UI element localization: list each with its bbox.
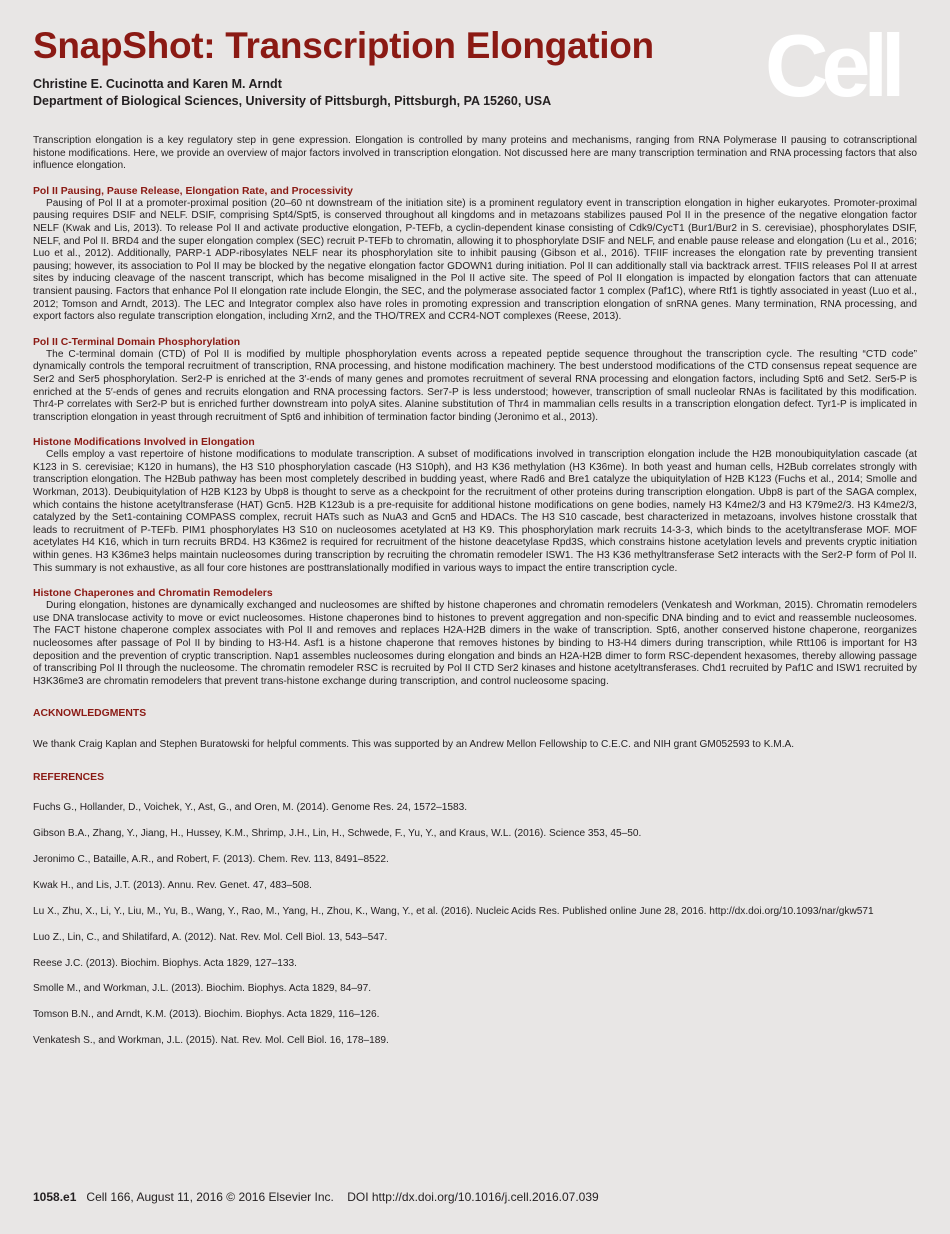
page-title: SnapShot: Transcription Elongation (33, 25, 654, 66)
page-number: 1058.e1 (33, 1190, 77, 1204)
article-body (33, 135, 917, 1061)
reference-list (33, 802, 917, 1048)
section-heading: Histone Chaperones and Chromatin Remodelers (33, 588, 273, 600)
acknowledgments-text: We thank Craig Kaplan and Stephen Buratowski for helpful comments. This was supported by an Andrew Mellon Fellowship to C.E.C. and NIH grant GM052593 to K.M.A. (33, 738, 795, 750)
section-heading: Pol II Pausing, Pause Release, Elongation Rate, and Processivity (33, 185, 353, 197)
reference-item: Lu X., Zhu, X., Li, Y., Liu, M., Yu, B., Wang, Y., Rao, M., Yang, H., Zhou, K., Wang, Y., et al. (2016). Nucleic Acids Res. Published online June 28, 2016. http://dx.doi.org/10.1093/nar/gkw571 (33, 905, 874, 917)
reference-item: Gibson B.A., Zhang, Y., Jiang, H., Hussey, K.M., Shrimp, J.H., Lin, H., Schwede, F., Yu, Y., and Kraus, W.L. (2016). Science 353, 45–50. (33, 828, 642, 840)
acknowledgments-heading: ACKNOWLEDGMENTS (33, 708, 147, 720)
references-heading: REFERENCES (33, 771, 105, 783)
affiliation: Department of Biological Sciences, University of Pittsburgh, Pittsburgh, PA 15260, USA (33, 94, 552, 108)
cell-logo: Cell (765, 16, 899, 115)
reference-item: Smolle M., and Workman, J.L. (2013). Biochim. Biophys. Acta 1829, 84–97. (33, 983, 372, 995)
doi-link[interactable]: DOI http://dx.doi.org/10.1016/j.cell.2016.07.039 (347, 1190, 599, 1204)
section-heading: Pol II C-Terminal Domain Phosphorylation (33, 336, 241, 348)
reference-item: Fuchs G., Hollander, D., Voichek, Y., Ast, G., and Oren, M. (2014). Genome Res. 24, 1572–1583. (33, 802, 468, 814)
reference-item: Luo Z., Lin, C., and Shilatifard, A. (2012). Nat. Rev. Mol. Cell Biol. 13, 543–547. (33, 931, 388, 943)
section-body: The C-terminal domain (CTD) of Pol II is modified by multiple phosphorylation events across a repeated peptide sequence throughout the transcription cycle. The resulting “CTD code” dynamically controls the temporal recruitment of transcription, RNA processing, and histone modification machinery. The best understood modifications of the CTD consensus repeat sequence are Ser2 and Ser5 phosphorylation. Ser2-P is enriched at the 3′-ends of many genes and promotes recruitment of several RNA processing and elongation factors, including Spt6 and Set2. Ser5-P is enriched at the 5′-ends of genes and recruits elongation and RNA processing factors. Ser7-P is less understood; however, transcription of small nucleolar RNAs is facilitated by this modification. Thr4-P correlates with Ser2-P but is enriched further downstream into polyA sites. Alanine substitution of Thr4 in mammalian cells results in a transcription elongation defect. Tyr1-P is implicated in transcription elongation in yeast through recruitment of Spt6 and inhibition of termination factor binding (Jeronimo et al., 2013). (33, 348, 917, 423)
reference-item: Venkatesh S., and Workman, J.L. (2015). Nat. Rev. Mol. Cell Biol. 16, 178–189. (33, 1035, 389, 1047)
section-body: During elongation, histones are dynamically exchanged and nucleosomes are shifted by histone chaperones and chromatin remodelers (Venkatesh and Workman, 2015). Chromatin remodelers use DNA translocase activity to move or evict nucleosomes. Histone chaperones bind to histones to prevent aggregation and non-specific DNA binding and to evict and reassemble nucleosomes. The FACT histone chaperone complex associates with Pol II and removes and replaces H2A-H2B dimers in the wake of transcription. Spt6, another conserved histone chaperone, reorganizes nucleosomes after passage of Pol II by binding to H3-H4. Asf1 is a histone chaperone that removes histones by binding to H3-H4 dimers during transcription, while Rtt106 is important for H3 deposition and the prevention of cryptic transcription. Nap1 assembles nucleosomes during elongation and binds an H2A-H2B dimer to form RSC-dependent hexasomes, thereby allowing passage of transcribing Pol II through the nucleosome. The chromatin remodeler RSC is recruited by Pol II CTD Ser2 kinases and histone acetyltransferases. Chd1 recruited by Paf1C and ISW1 recruited by H3K36me3 are chromatin remodelers that prevent trans-histone exchange during transcription, and control nucleosome spacing. (33, 600, 917, 687)
page-footer (33, 1190, 599, 1204)
section-body: Pausing of Pol II at a promoter-proximal position (20–60 nt downstream of the initiation site) is a prominent regulatory event in transcription elongation in higher eukaryotes. Promoter-proximal pausing requires DSIF and NELF. DSIF, comprising Spt4/Spt5, is conserved throughout all kingdoms and in metazoans stabilizes paused Pol II in the presence of the negative elongation factor NELF (Kwak and Lis, 2013). To release Pol II and activate productive elongation, P-TEFb, a cyclin-dependent kinase consisting of Cdk9/CycT1 (Bur1/Bur2 in S. cerevisiae), phosphorylates DSIF, NELF, and Pol II. BRD4 and the super elongation complex (SEC) recruit P-TEFb to chromatin, allowing it to phosphorylate DSIF and NELF, and enable pause release and elongation (Lu et al., 2016; Luo et al., 2012). Additionally, PARP-1 ADP-ribosylates NELF near its phosphorylation site to inhibit pausing (Gibson et al., 2016). TFIIF increases the elongation rate by preventing transient pausing; however, its association to Pol II may be blocked by the negative elongation factor GDOWN1 during initiation. Pol II can additionally stall via backtrack arrest. TFIIS releases Pol II at arrest sites by inducing cleavage of the nascent transcript, which has become misaligned in the Pol II active site. The speed of Pol II elongation is impacted by elongation factors that can attenuate transient pausing. Factors that enhance Pol II elongation rate include Elongin, the SEC, and the polymerase associated factor 1 complex (Paf1C), where Rtf1 is tightly associated in yeast (Luo et al., 2012; Tomson and Arndt, 2013). The LEC and Integrator complex also have roles in promoting expression and transcription elongation of snRNA genes. Many termination, RNA processing, and export factors also regulate transcription elongation, including Xrn2, and the THO/TREX and CCR4-NOT complexes (Reese, 2013). (33, 197, 917, 323)
intro-paragraph: Transcription elongation is a key regulatory step in gene expression. Elongation is controlled by many proteins and mechanisms, ranging from RNA Polymerase II pausing to cotranscriptional histone modifications. Here, we provide an overview of major factors involved in transcription elongation. Not discussed here are many transcription termination and RNA processing factors that also influence elongation. (33, 135, 917, 172)
journal-citation: Cell 166, August 11, 2016 © 2016 Elsevier Inc. (86, 1190, 334, 1204)
reference-item: Reese J.C. (2013). Biochim. Biophys. Acta 1829, 127–133. (33, 957, 297, 969)
reference-item: Jeronimo C., Bataille, A.R., and Robert, F. (2013). Chem. Rev. 113, 8491–8522. (33, 853, 389, 865)
section-body: Cells employ a vast repertoire of histone modifications to modulate transcription. A subset of modifications involved in transcription elongation include the H2B monoubiquitylation cascade (at K123 in S. cerevisiae; K120 in humans), the H3 S10 phosphorylation cascade (H3 S10ph), and H3 K36 methylation (H3 K36me). In both yeast and human cells, H2Bub correlates strongly with transcription elongation. The H2Bub pathway has been most completely described in budding yeast, where Rad6 and Bre1 catalyze the ubiquitylation of H2B K123 (Fuchs et al., 2014; Smolle and Workman, 2013). Deubiquitylation of H2B K123 by Ubp8 is thought to serve as a checkpoint for the recruitment of other proteins during transcription elongation. Ubp8 is part of the SAGA complex, which contains the histone acetyltransferase (HAT) Gcn5. H2B K123ub is a pre-requisite for additional histone modifications on gene bodies, namely H3 K4me2/3 and H3 K79me2/3. H3 K4me2/3, catalyzed by the Set1-containing COMPASS complex, recruit HATs such as NuA3 and Gcn5 and HDACs. The H3 S10 cascade, best characterized in metazoans, involves histone crosstalk that leads to recruitment of P-TEFb. PIM1 phosphorylates H3 S10 on nucleosomes acetylated at H3 K9. This phosphorylation mark recruits 14-3-3, which binds to the acetyltransferase MOF. MOF acetylates H4 K16, which in turn recruits BRD4. H3 K36me2 is required for recruitment of the histone deacetylase Rpd3S, which constrains histone acetylation levels and prevents cryptic initiation within genes. H3 K36me3 helps maintain nucleosomes during transcription by recruiting the chromatin remodeler ISW1. The H3 K36 methyltransferase Set2 interacts with the Ser2-P form of Pol II. This summary is not exhaustive, as all four core histones are posttranslationally modified in various ways to impact the entire transcription cycle. (33, 449, 917, 574)
reference-item: Kwak H., and Lis, J.T. (2013). Annu. Rev. Genet. 47, 483–508. (33, 879, 312, 891)
authors: Christine E. Cucinotta and Karen M. Arndt (33, 77, 282, 91)
reference-item: Tomson B.N., and Arndt, K.M. (2013). Biochim. Biophys. Acta 1829, 116–126. (33, 1009, 380, 1021)
section-heading: Histone Modifications Involved in Elongation (33, 437, 255, 449)
